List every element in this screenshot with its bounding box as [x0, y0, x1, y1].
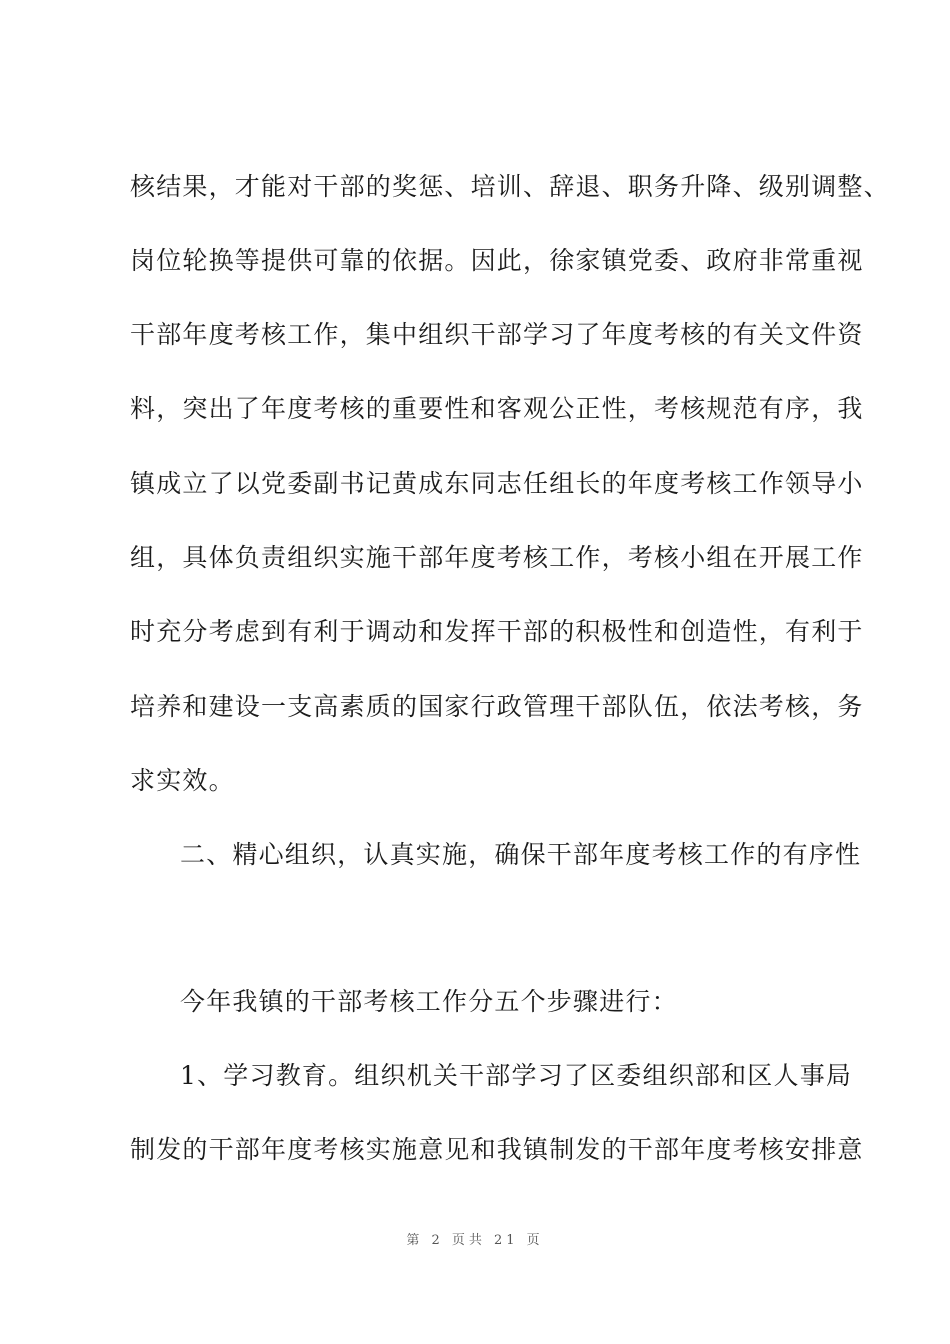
paragraph-line: 1、学习教育。组织机关干部学习了区委组织部和区人事局 [180, 1061, 853, 1090]
paragraph-line: 制发的干部年度考核实施意见和我镇制发的干部年度考核安排意 [130, 1135, 864, 1164]
paragraph-line: 今年我镇的干部考核工作分五个步骤进行： [180, 987, 678, 1016]
paragraph-line: 镇成立了以党委副书记黄成东同志任组长的年度考核工作领导小 [130, 469, 864, 498]
paragraph-line: 培养和建设一支高素质的国家行政管理干部队伍，依法考核，务 [130, 692, 864, 721]
section-heading: 二、精心组织，认真实施，确保干部年度考核工作的有序性 [180, 840, 862, 869]
paragraph-line: 核结果，才能对干部的奖惩、培训、辞退、职务升降、级别调整、 [130, 172, 890, 201]
paragraph-line: 时充分考虑到有利于调动和发挥干部的积极性和创造性，有利于 [130, 617, 864, 646]
paragraph-line: 求实效。 [130, 766, 235, 795]
paragraph-line: 组，具体负责组织实施干部年度考核工作，考核小组在开展工作 [130, 543, 864, 572]
paragraph-line: 干部年度考核工作，集中组织干部学习了年度考核的有关文件资 [130, 320, 864, 349]
page-number-footer: 第 2 页共 21 页 [406, 1233, 544, 1248]
paragraph-line: 岗位轮换等提供可靠的依据。因此，徐家镇党委、政府非常重视 [130, 246, 864, 275]
paragraph-line: 料，突出了年度考核的重要性和客观公正性，考核规范有序，我 [130, 394, 864, 423]
